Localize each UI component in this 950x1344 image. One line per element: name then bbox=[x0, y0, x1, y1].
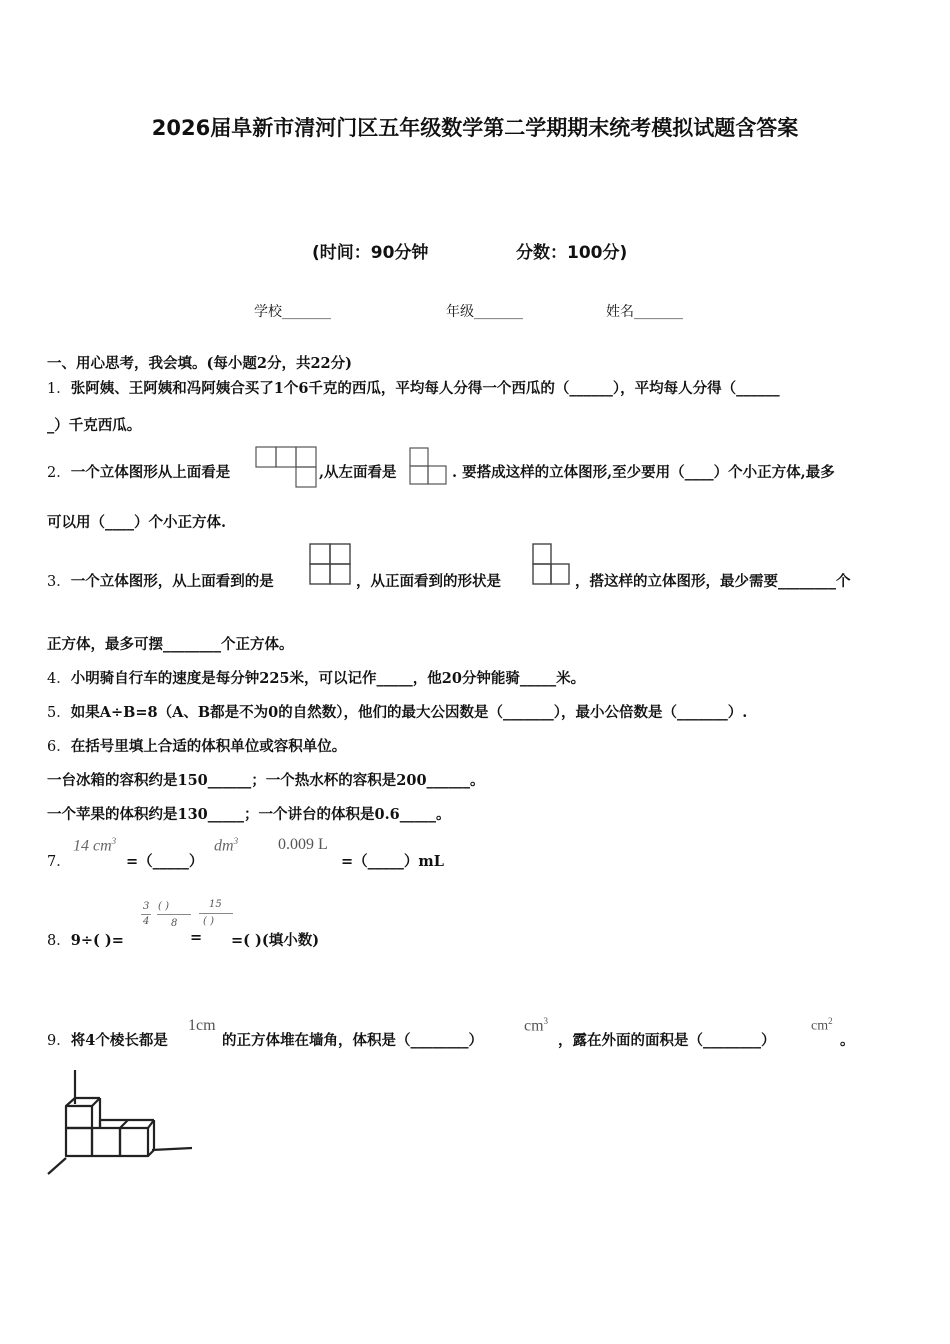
question-2 bbox=[47, 461, 230, 482]
question-3-b: ，从正面看到的形状是 bbox=[356, 573, 501, 590]
question-7-number bbox=[47, 850, 71, 871]
question-number: 9． bbox=[47, 1033, 71, 1049]
question-text: 张阿姨、王阿姨和冯阿姨合买了1个6千克的西瓜，平均每人分得一个西瓜的（______），平均每人分得（______ bbox=[70, 380, 780, 397]
front-view-figure bbox=[532, 543, 574, 587]
exam-score: 分数：100分) bbox=[516, 243, 628, 263]
question-text: 9÷( )= bbox=[70, 932, 124, 949]
fraction-3-bar bbox=[199, 913, 233, 914]
fraction-1-numerator: 3 bbox=[143, 901, 150, 912]
section-heading: 一、用心思考，我会填。(每小题2分，共22分) bbox=[47, 355, 352, 372]
question-number: 4． bbox=[47, 671, 71, 687]
fraction-2-numerator: ( ) bbox=[158, 901, 169, 912]
question-number: 7． bbox=[47, 854, 71, 870]
question-2-cont: 可以用（____）个小正方体. bbox=[47, 514, 227, 531]
question-number: 1． bbox=[47, 381, 71, 397]
question-2-b: ,从左面看是 bbox=[319, 464, 397, 481]
grade-field[interactable]: 年级_______ bbox=[446, 304, 523, 320]
unit-dm3: $dm^3$ bbox=[214, 836, 239, 855]
question-8-eq2: = bbox=[190, 929, 203, 946]
question-number: 6． bbox=[47, 739, 71, 755]
fraction-3-numerator: 15 bbox=[209, 899, 222, 910]
question-text: 在括号里填上合适的体积单位或容积单位。 bbox=[70, 738, 347, 755]
question-2-c: . 要搭成这样的立体图形,至少要用（____）个小正方体,最多 bbox=[452, 464, 835, 481]
question-number: 5． bbox=[47, 705, 71, 721]
question-text: 将4个棱长都是 bbox=[70, 1032, 168, 1049]
fraction-2-denominator: 8 bbox=[171, 918, 178, 929]
question-9-end: 。 bbox=[840, 1032, 855, 1049]
question-9-b: 的正方体堆在墙角，体积是（________） bbox=[222, 1032, 483, 1049]
school-field[interactable]: 学校_______ bbox=[254, 304, 331, 320]
left-view-figure bbox=[410, 448, 450, 488]
name-field[interactable]: 姓名_______ bbox=[606, 304, 683, 320]
question-number: 8． bbox=[47, 933, 71, 949]
question-8 bbox=[47, 929, 124, 950]
question-1-cont: _）千克西瓜。 bbox=[47, 417, 142, 434]
fraction-1-denominator: 4 bbox=[143, 916, 150, 927]
question-5 bbox=[47, 701, 747, 722]
page-title: 2026届阜新市清河门区五年级数学第二学期期末统考模拟试题含答案 bbox=[151, 116, 799, 140]
question-3-c: ，搭这样的立体图形，最少需要________个 bbox=[575, 573, 851, 590]
question-1 bbox=[47, 377, 780, 398]
exam-time: (时间：90分钟 bbox=[312, 243, 429, 263]
fraction-1-bar bbox=[141, 914, 151, 915]
question-number: 2． bbox=[47, 465, 71, 481]
question-8-eq3: =( )(填小数) bbox=[231, 932, 320, 949]
question-4 bbox=[47, 667, 585, 688]
question-9 bbox=[47, 1029, 168, 1050]
fraction-3-denominator: ( ) bbox=[203, 916, 214, 927]
question-6-line3: 一个苹果的体积约是130_____；一个讲台的体积是0.6_____。 bbox=[47, 806, 451, 823]
question-7-eq2: =（_____）mL bbox=[341, 853, 444, 870]
value-14cm3: 14 $cm^3$ bbox=[73, 836, 117, 855]
question-3 bbox=[47, 570, 274, 591]
question-6-line2: 一台冰箱的容积约是150______；一个热水杯的容积是200______。 bbox=[47, 772, 485, 789]
top-view-figure bbox=[256, 447, 318, 489]
question-text: 小明骑自行车的速度是每分钟225米，可以记作_____，他20分钟能骑_____米。 bbox=[70, 670, 586, 687]
unit-cm2: $cm^2$ bbox=[811, 1016, 833, 1034]
question-text: 如果A÷B=8（A、B都是不为0的自然数），他们的最大公因数是（_______），最小公倍数是（_______）. bbox=[70, 704, 748, 721]
question-text: 一个立体图形，从上面看到的是 bbox=[70, 573, 274, 590]
fraction-2-bar bbox=[157, 914, 191, 915]
value-0009L: 0.009 L bbox=[278, 836, 328, 853]
unit-cm3: $cm^3$ bbox=[524, 1016, 549, 1035]
question-number: 3． bbox=[47, 574, 71, 590]
cubes-corner-figure bbox=[44, 1068, 196, 1180]
question-7-eq1: =（_____） bbox=[126, 853, 204, 870]
unit-1cm: 1cm bbox=[188, 1017, 216, 1034]
question-3-cont: 正方体，最多可摆________个正方体。 bbox=[47, 636, 294, 653]
question-6 bbox=[47, 735, 346, 756]
question-9-c: ，露在外面的面积是（________） bbox=[558, 1032, 776, 1049]
top-view-grid-figure bbox=[309, 543, 353, 587]
question-text: 一个立体图形从上面看是 bbox=[70, 464, 231, 481]
